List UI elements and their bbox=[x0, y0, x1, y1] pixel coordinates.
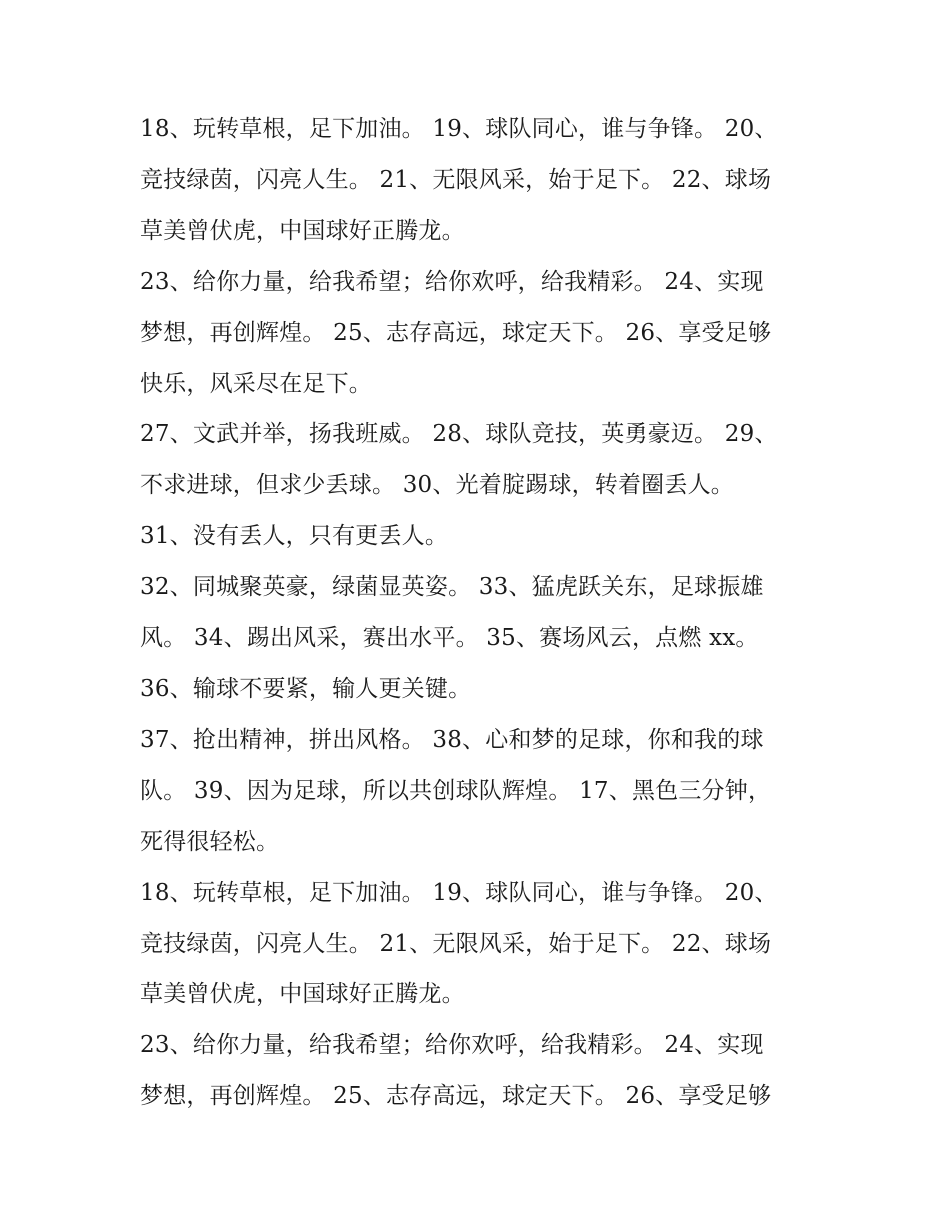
paragraph-slogans-18-22: 18、玩转草根，足下加油。 19、球队同心，谁与争锋。 20、 竞技绿茵，闪亮人生。 21、无限风采，始于足下。 22、球场 草美曾伏虎，中国球好正腾龙。 bbox=[140, 116, 778, 244]
paragraph-slogans-18-22-repeat: 18、玩转草根，足下加油。 19、球队同心，谁与争锋。 20、 竞技绿茵，闪亮人生。 21、无限风采，始于足下。 22、球场 草美曾伏虎，中国球好正腾龙。 bbox=[140, 879, 778, 1008]
paragraph-slogans-32-35: 32、同城聚英豪，绿菌显英姿。 33、猛虎跃关东，足球振雄 风。 34、踢出风采，赛出水平。 35、赛场风云，点燃 xx。 bbox=[140, 574, 764, 652]
paragraph-slogans-23-26: 23、给你力量，给我希望；给你欢呼，给我精彩。 24、实现 梦想，再创辉煌。 25、志存高远，球定天下。 26、享受足够 快乐，风采尽在足下。 bbox=[140, 268, 772, 397]
paragraph-slogans-23-26-repeat: 23、给你力量，给我希望；给你欢呼，给我精彩。 24、实现 梦想，再创辉煌。 25、志存高远，球定天下。 26、享受足够 bbox=[140, 1032, 772, 1110]
document-body bbox=[140, 104, 810, 1122]
paragraph-slogan-31: 31、没有丢人，只有更丢人。 bbox=[140, 523, 449, 550]
paragraph-slogans-37-17: 37、抢出精神，拼出风格。 38、心和梦的足球，你和我的球 队。 39、因为足球，所以共创球队辉煌。 17、黑色三分钟， 死得很轻松。 bbox=[140, 726, 772, 855]
paragraph-slogans-27-30: 27、文武并举，扬我班威。 28、球队竞技，英勇豪迈。 29、 不求进球，但求少丢球。 30、光着腚踢球，转着圈丢人。 bbox=[140, 421, 778, 499]
paragraph-slogan-36: 36、输球不要紧，输人更关键。 bbox=[140, 675, 472, 702]
